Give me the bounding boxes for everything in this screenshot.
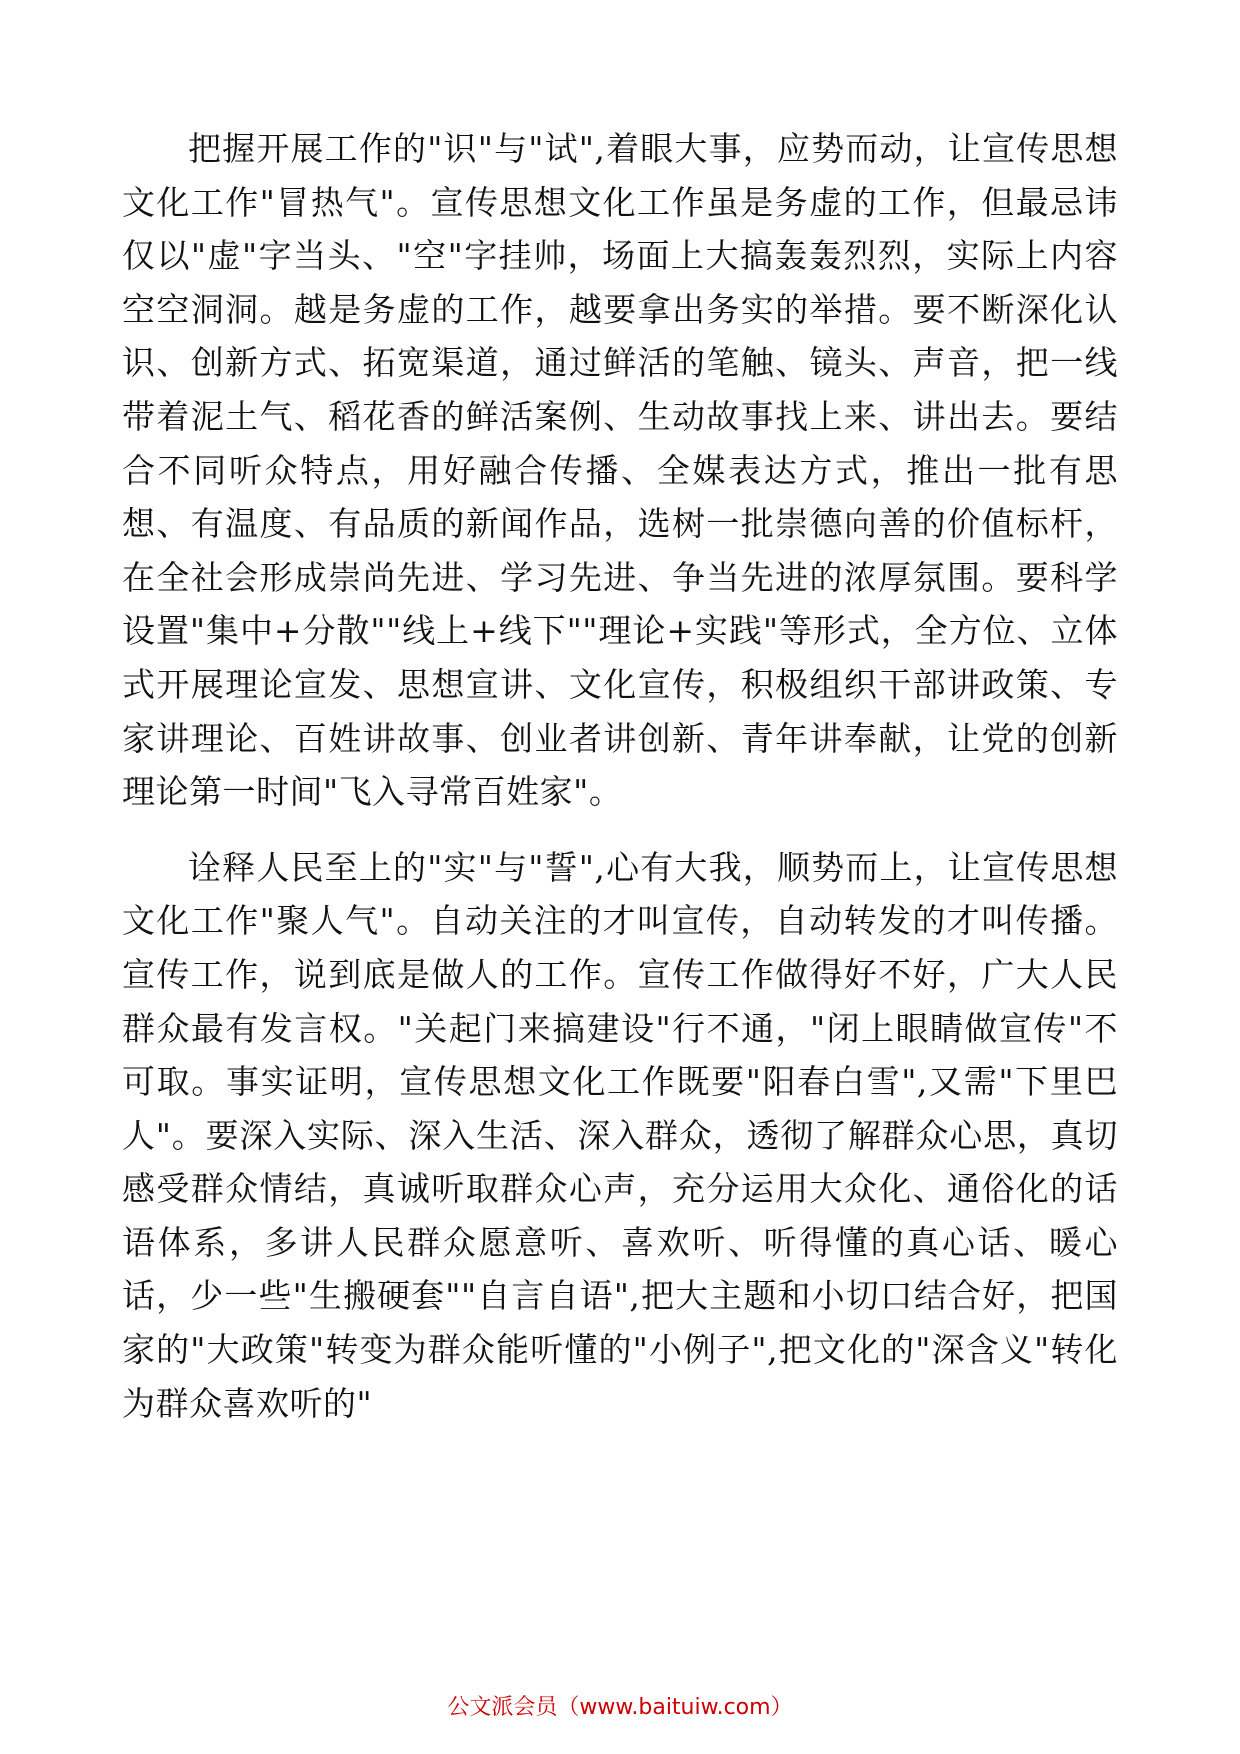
paragraph: 把握开展工作的"识"与"试",着眼大事，应势而动，让宣传思想文化工作"冒热气"。宣传思想文化工作虽是务虚的工作，但最忌讳仅以"虚"字当头、"空"字挂帅，场面上大搞轰轰烈烈，实际上内容空空洞洞。越是务虚的工作，越要拿出务实的举措。要不断深化认识、创新方式、拓宽渠道，通过鲜活的笔触、镜头、声音，把一线带着泥土气、稻花香的鲜活案例、生动故事找上来、讲出去。要结合不同听众特点，用好融合传播、全媒表达方式，推出一批有思想、有温度、有品质的新闻作品，选树一批崇德向善的价值标杆，在全社会形成崇尚先进、学习先进、争当先进的浓厚氛围。要科学设置"集中+分散""线上+线下""理论+实践"等形式，全方位、立体式开展理论宣发、思想宣讲、文化宣传，积极组织干部讲政策、专家讲理论、百姓讲故事、创业者讲创新、青年讲奉献，让党的创新理论第一时间"飞入寻常百姓家"。 xyxy=(122,129,1118,812)
paragraph: 诠释人民至上的"实"与"誓",心有大我，顺势而上，让宣传思想文化工作"聚人气"。自动关注的才叫宣传，自动转发的才叫传播。宣传工作，说到底是做人的工作。宣传工作做得好不好，广大人民群众最有发言权。"关起门来搞建设"行不通，"闭上眼睛做宣传"不可取。事实证明，宣传思想文化工作既要"阳春白雪",又需"下里巴人"。要深入实际、深入生活、深入群众，透彻了解群众心思，真切感受群众情结，真诚听取群众心声，充分运用大众化、通俗化的话语体系，多讲人民群众愿意听、喜欢听、听得懂的真心话、暖心话，少一些"生搬硬套""自言自语",把大主题和小切口结合好，把国家的"大政策"转变为群众能听懂的"小例子",把文化的"深含义"转化为群众喜欢听的" xyxy=(122,847,1118,1423)
document-body xyxy=(122,122,1118,1430)
footer-watermark: 公文派会员（www.baituiw.com） xyxy=(447,1695,793,1720)
